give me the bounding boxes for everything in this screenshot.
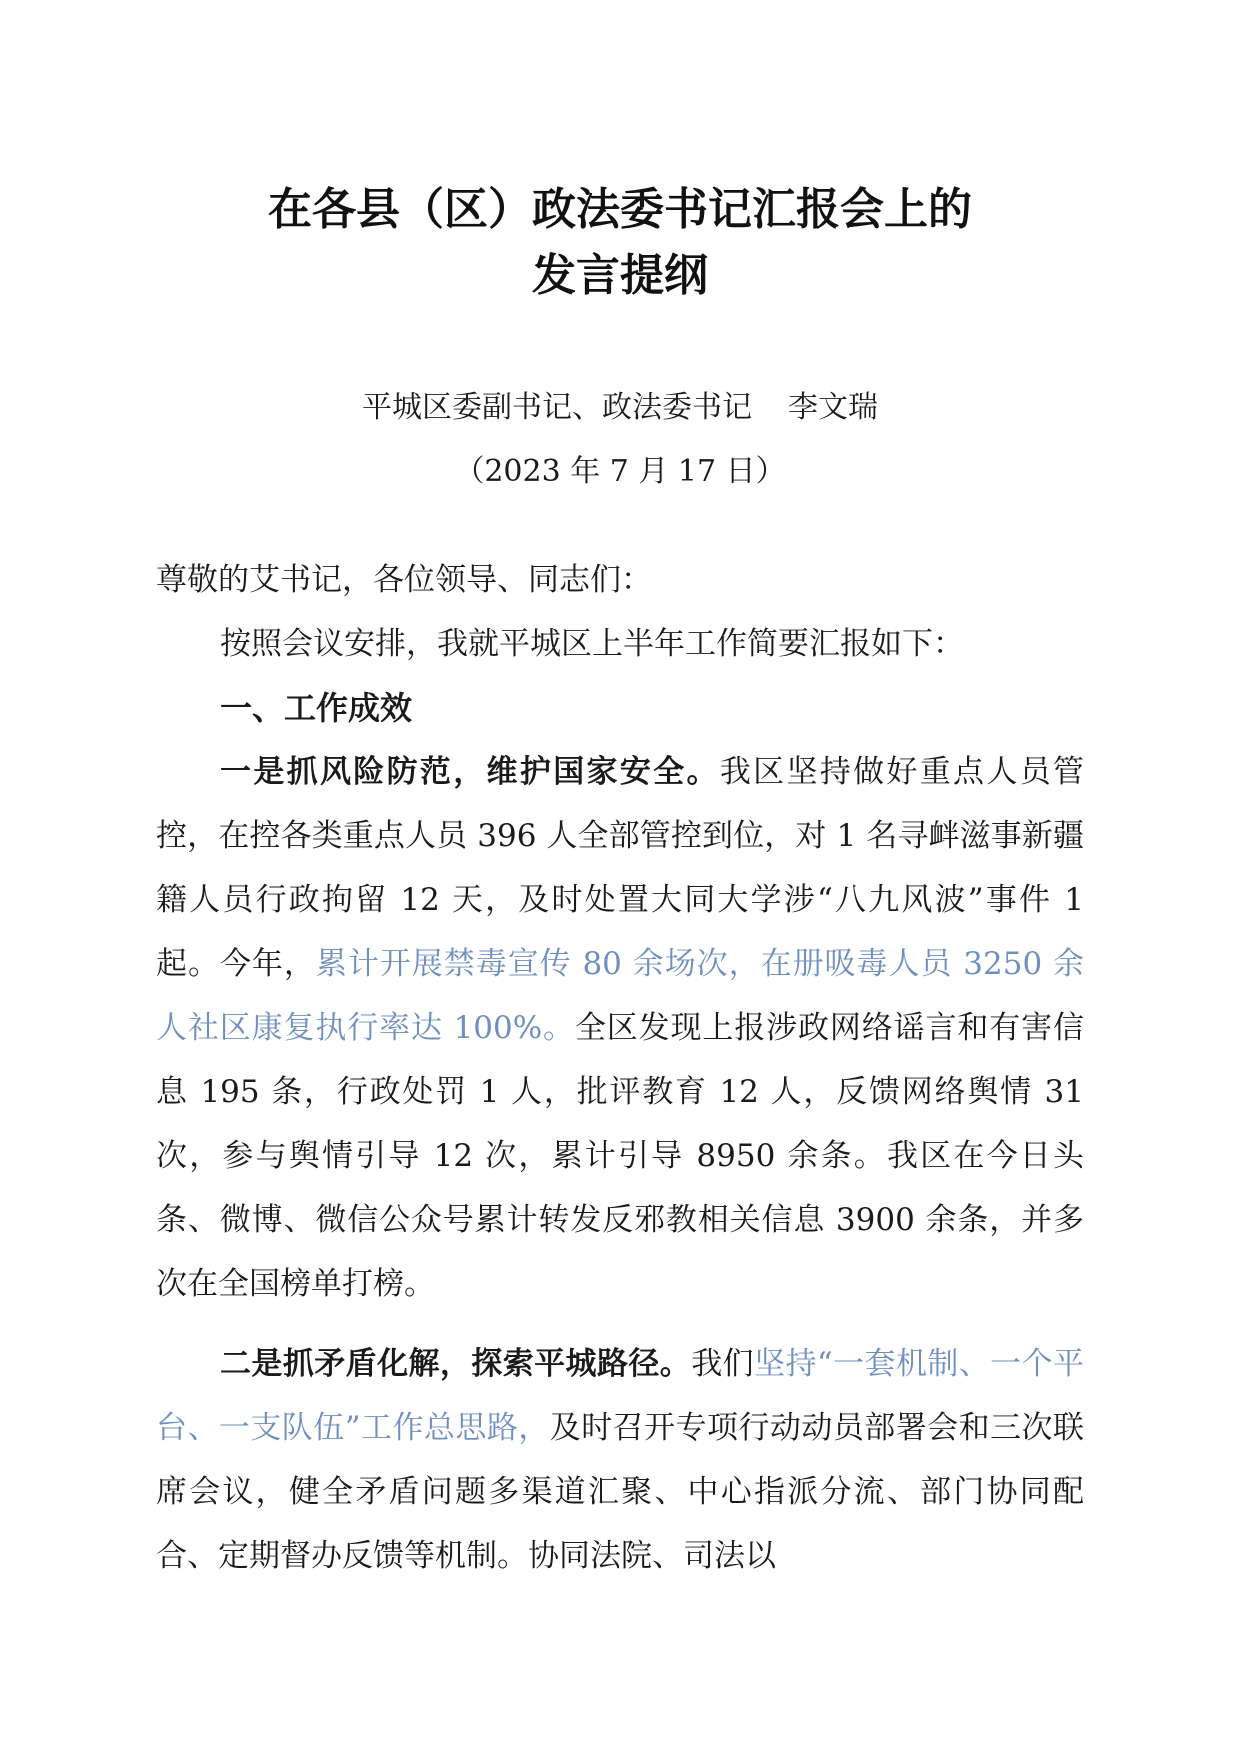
paragraph-conflict-resolution xyxy=(156,1332,1084,1588)
paragraph-text: 及时召开专项行动动员部署会和三次联席会议，健全矛盾问题多渠道汇聚、中心指派分流、部门协同配合、定期督办反馈等机制。协同法院、司法以 xyxy=(156,1410,1084,1574)
document-title-line-2: 发言提纲 xyxy=(532,250,708,301)
salutation: 尊敬的艾书记，各位领导、同志们： xyxy=(156,562,652,598)
paragraph-text: 全区发现上报涉政网络谣言和有害信息 195 条，行政处罚 1 人，批评教育 12 人，反馈网络舆情 31 次，参与舆情引导 12 次，累计引导 8950 余条。我区在今日头条、微博、微信公众号累计转发反邪教相关信息 3900 余条，并多次在全国榜单打榜。 xyxy=(156,1010,1085,1302)
author-name: 李文瑞 xyxy=(788,390,878,425)
section-heading-achievements: 一、工作成效 xyxy=(220,689,413,727)
highlighted-text: 坚持“一套机制、一个平台、一支队伍”工作总思路， xyxy=(156,1346,1085,1446)
paragraph-text: 我们 xyxy=(691,1346,755,1382)
highlighted-text: 累计开展禁毒宣传 80 余场次，在册吸毒人员 3250 余人社区康复执行率达 100%。 xyxy=(156,946,1084,1046)
paragraph-lead: 一是抓风险防范，维护国家安全。 xyxy=(220,754,720,790)
document-title-line-1: 在各县（区）政法委书记汇报会上的 xyxy=(268,184,972,235)
paragraph-lead: 二是抓矛盾化解，探索平城路径。 xyxy=(220,1346,692,1382)
speech-date: （2023 年 7 月 17 日） xyxy=(454,454,786,489)
paragraph-text: 我区坚持做好重点人员管控，在控各类重点人员 396 人全部管控到位，对 1 名寻衅滋事新疆籍人员行政拘留 12 天，及时处置大同大学涉“八九风波”事件 1 起。今年， xyxy=(156,754,1085,982)
paragraph-risk-prevention xyxy=(156,740,1084,1316)
intro-paragraph: 按照会议安排，我就平城区上半年工作简要汇报如下： xyxy=(220,626,964,662)
author-line xyxy=(0,388,1240,428)
author-role: 平城区委副书记、政法委书记 xyxy=(362,390,752,425)
